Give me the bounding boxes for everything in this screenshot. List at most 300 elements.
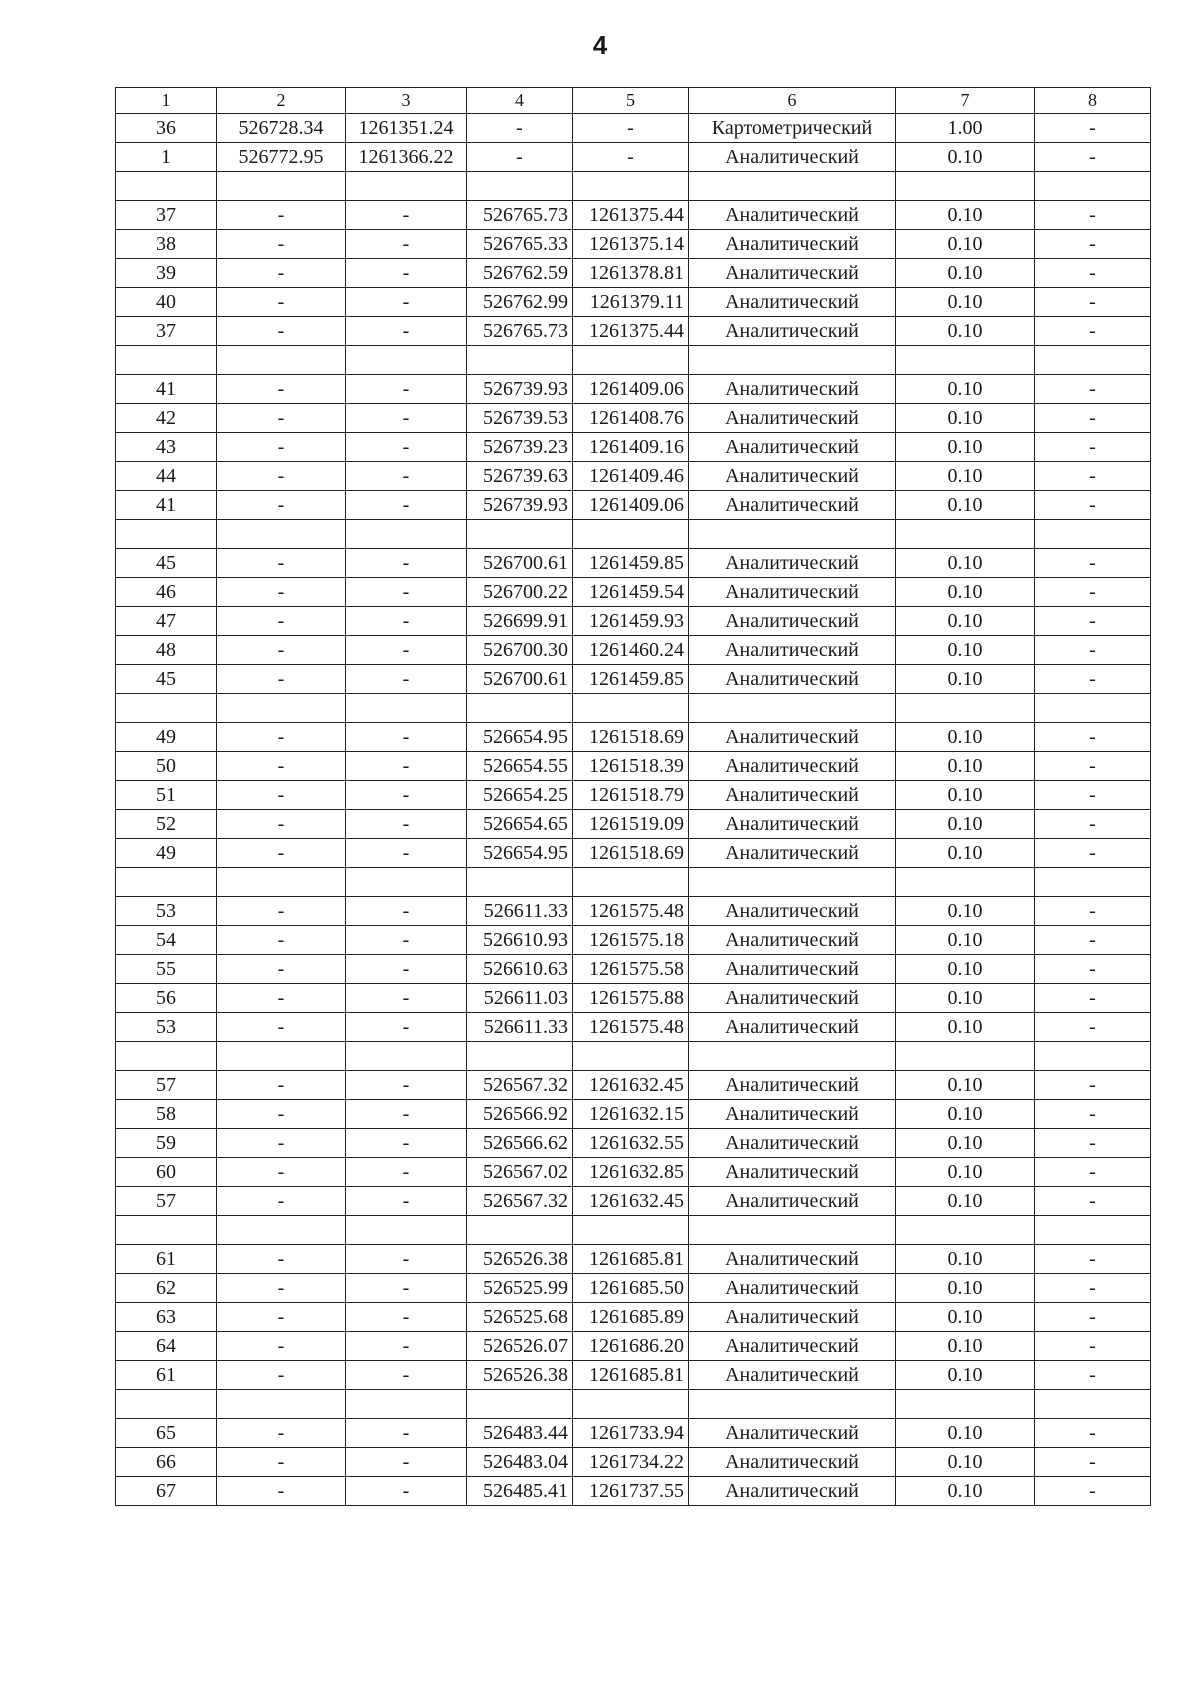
x-old-cell	[217, 1216, 346, 1245]
method-cell: Аналитический	[689, 955, 896, 984]
x-old-cell	[217, 346, 346, 375]
method-cell	[689, 520, 896, 549]
x-old-cell: -	[217, 1419, 346, 1448]
precision-cell: 0.10	[896, 317, 1035, 346]
y-new-cell: 1261459.85	[573, 665, 689, 694]
precision-cell: 0.10	[896, 1187, 1035, 1216]
description-cell: -	[1035, 433, 1151, 462]
method-cell: Аналитический	[689, 810, 896, 839]
precision-cell: 0.10	[896, 1158, 1035, 1187]
column-header: 8	[1035, 88, 1151, 114]
x-new-cell: 526566.62	[467, 1129, 573, 1158]
point-number-cell: 38	[116, 230, 217, 259]
point-number-cell: 67	[116, 1477, 217, 1506]
x-old-cell: -	[217, 1361, 346, 1390]
point-number-cell	[116, 346, 217, 375]
table-row	[116, 578, 1151, 607]
point-number-cell: 60	[116, 1158, 217, 1187]
table-row	[116, 1477, 1151, 1506]
precision-cell: 0.10	[896, 1100, 1035, 1129]
y-new-cell: 1261378.81	[573, 259, 689, 288]
point-number-cell: 45	[116, 665, 217, 694]
y-old-cell	[346, 1216, 467, 1245]
y-old-cell: -	[346, 1187, 467, 1216]
y-new-cell: 1261408.76	[573, 404, 689, 433]
table-row	[116, 404, 1151, 433]
y-old-cell	[346, 868, 467, 897]
x-new-cell: 526567.02	[467, 1158, 573, 1187]
method-cell: Аналитический	[689, 1448, 896, 1477]
table-row	[116, 839, 1151, 868]
y-new-cell: 1261632.85	[573, 1158, 689, 1187]
x-new-cell: 526654.55	[467, 752, 573, 781]
x-new-cell: 526525.68	[467, 1303, 573, 1332]
y-new-cell: 1261459.54	[573, 578, 689, 607]
y-new-cell: 1261459.85	[573, 549, 689, 578]
precision-cell: 0.10	[896, 462, 1035, 491]
method-cell: Аналитический	[689, 897, 896, 926]
table-row	[116, 288, 1151, 317]
x-new-cell	[467, 346, 573, 375]
table-row	[116, 1129, 1151, 1158]
method-cell: Аналитический	[689, 230, 896, 259]
x-old-cell: -	[217, 897, 346, 926]
point-number-cell: 39	[116, 259, 217, 288]
method-cell: Аналитический	[689, 1187, 896, 1216]
y-new-cell: 1261518.79	[573, 781, 689, 810]
table-row	[116, 462, 1151, 491]
table-row	[116, 752, 1151, 781]
x-new-cell	[467, 1216, 573, 1245]
column-header: 6	[689, 88, 896, 114]
x-old-cell: -	[217, 665, 346, 694]
x-new-cell: 526567.32	[467, 1187, 573, 1216]
description-cell: -	[1035, 462, 1151, 491]
method-cell: Аналитический	[689, 1477, 896, 1506]
x-new-cell	[467, 520, 573, 549]
description-cell: -	[1035, 665, 1151, 694]
x-new-cell: 526611.33	[467, 897, 573, 926]
method-cell: Аналитический	[689, 1361, 896, 1390]
y-old-cell	[346, 172, 467, 201]
precision-cell: 0.10	[896, 1303, 1035, 1332]
method-cell	[689, 868, 896, 897]
description-cell: -	[1035, 143, 1151, 172]
column-header: 5	[573, 88, 689, 114]
method-cell: Аналитический	[689, 839, 896, 868]
description-cell: -	[1035, 1448, 1151, 1477]
x-old-cell	[217, 868, 346, 897]
point-number-cell: 54	[116, 926, 217, 955]
y-old-cell: -	[346, 1419, 467, 1448]
description-cell: -	[1035, 491, 1151, 520]
y-old-cell: -	[346, 491, 467, 520]
precision-cell: 0.10	[896, 375, 1035, 404]
point-number-cell: 40	[116, 288, 217, 317]
precision-cell: 0.10	[896, 926, 1035, 955]
method-cell: Аналитический	[689, 375, 896, 404]
x-new-cell: 526700.61	[467, 665, 573, 694]
x-old-cell: 526772.95	[217, 143, 346, 172]
precision-cell: 0.10	[896, 491, 1035, 520]
y-old-cell: -	[346, 1245, 467, 1274]
y-old-cell: -	[346, 549, 467, 578]
table-row	[116, 433, 1151, 462]
precision-cell: 0.10	[896, 1448, 1035, 1477]
y-new-cell: 1261375.14	[573, 230, 689, 259]
point-number-cell: 1	[116, 143, 217, 172]
method-cell: Аналитический	[689, 636, 896, 665]
y-old-cell: -	[346, 259, 467, 288]
x-old-cell: -	[217, 1187, 346, 1216]
description-cell: -	[1035, 839, 1151, 868]
table-row	[116, 375, 1151, 404]
x-new-cell: 526526.38	[467, 1245, 573, 1274]
description-cell	[1035, 1216, 1151, 1245]
table-header-row	[116, 88, 1151, 114]
description-cell: -	[1035, 375, 1151, 404]
description-cell: -	[1035, 259, 1151, 288]
description-cell: -	[1035, 1332, 1151, 1361]
description-cell: -	[1035, 1361, 1151, 1390]
method-cell	[689, 694, 896, 723]
method-cell: Аналитический	[689, 1332, 896, 1361]
y-old-cell: -	[346, 781, 467, 810]
table-row	[116, 114, 1151, 143]
x-new-cell: 526765.73	[467, 317, 573, 346]
point-number-cell	[116, 694, 217, 723]
y-new-cell: 1261685.81	[573, 1245, 689, 1274]
x-new-cell: 526765.33	[467, 230, 573, 259]
y-old-cell: 1261351.24	[346, 114, 467, 143]
description-cell: -	[1035, 752, 1151, 781]
precision-cell: 0.10	[896, 1419, 1035, 1448]
x-new-cell: 526566.92	[467, 1100, 573, 1129]
y-new-cell: 1261737.55	[573, 1477, 689, 1506]
method-cell: Аналитический	[689, 1303, 896, 1332]
description-cell	[1035, 1042, 1151, 1071]
description-cell	[1035, 868, 1151, 897]
x-new-cell: 526739.93	[467, 491, 573, 520]
x-new-cell: 526654.95	[467, 839, 573, 868]
point-number-cell	[116, 520, 217, 549]
x-old-cell: -	[217, 259, 346, 288]
x-new-cell: 526610.93	[467, 926, 573, 955]
y-new-cell: 1261685.81	[573, 1361, 689, 1390]
method-cell: Аналитический	[689, 1013, 896, 1042]
page-number: 4	[592, 30, 608, 60]
method-cell: Аналитический	[689, 462, 896, 491]
point-number-cell: 42	[116, 404, 217, 433]
x-old-cell: -	[217, 1477, 346, 1506]
precision-cell	[896, 346, 1035, 375]
y-old-cell	[346, 1042, 467, 1071]
y-new-cell: 1261375.44	[573, 317, 689, 346]
x-old-cell: -	[217, 1100, 346, 1129]
point-number-cell: 46	[116, 578, 217, 607]
x-old-cell: -	[217, 1129, 346, 1158]
description-cell: -	[1035, 1419, 1151, 1448]
table-row	[116, 520, 1151, 549]
x-new-cell: -	[467, 143, 573, 172]
x-old-cell: -	[217, 1158, 346, 1187]
table-row	[116, 810, 1151, 839]
precision-cell: 0.10	[896, 288, 1035, 317]
precision-cell	[896, 1216, 1035, 1245]
table-row	[116, 1216, 1151, 1245]
precision-cell	[896, 694, 1035, 723]
description-cell	[1035, 346, 1151, 375]
method-cell: Аналитический	[689, 288, 896, 317]
point-number-cell	[116, 1390, 217, 1419]
y-old-cell	[346, 346, 467, 375]
point-number-cell	[116, 868, 217, 897]
column-header: 3	[346, 88, 467, 114]
description-cell: -	[1035, 607, 1151, 636]
x-old-cell	[217, 520, 346, 549]
y-new-cell	[573, 520, 689, 549]
method-cell: Аналитический	[689, 926, 896, 955]
column-header: 7	[896, 88, 1035, 114]
table-row	[116, 1013, 1151, 1042]
point-number-cell: 55	[116, 955, 217, 984]
y-old-cell: -	[346, 375, 467, 404]
description-cell: -	[1035, 1129, 1151, 1158]
x-old-cell: -	[217, 1245, 346, 1274]
column-header: 4	[467, 88, 573, 114]
description-cell	[1035, 1390, 1151, 1419]
point-number-cell: 45	[116, 549, 217, 578]
x-old-cell: -	[217, 955, 346, 984]
point-number-cell: 59	[116, 1129, 217, 1158]
description-cell	[1035, 694, 1151, 723]
x-new-cell: 526700.61	[467, 549, 573, 578]
table-row	[116, 1390, 1151, 1419]
x-new-cell	[467, 172, 573, 201]
point-number-cell: 48	[116, 636, 217, 665]
precision-cell: 0.10	[896, 201, 1035, 230]
x-new-cell: 526611.33	[467, 1013, 573, 1042]
precision-cell: 0.10	[896, 723, 1035, 752]
point-number-cell: 58	[116, 1100, 217, 1129]
y-new-cell: 1261575.88	[573, 984, 689, 1013]
table-row	[116, 549, 1151, 578]
x-old-cell: -	[217, 810, 346, 839]
precision-cell: 0.10	[896, 1071, 1035, 1100]
x-old-cell: -	[217, 839, 346, 868]
method-cell	[689, 1216, 896, 1245]
method-cell: Аналитический	[689, 549, 896, 578]
x-old-cell: -	[217, 1448, 346, 1477]
table-row	[116, 636, 1151, 665]
method-cell	[689, 1042, 896, 1071]
method-cell: Аналитический	[689, 1419, 896, 1448]
method-cell: Аналитический	[689, 1274, 896, 1303]
precision-cell: 0.10	[896, 1245, 1035, 1274]
method-cell: Аналитический	[689, 781, 896, 810]
precision-cell: 0.10	[896, 839, 1035, 868]
y-old-cell	[346, 1390, 467, 1419]
table-row	[116, 1303, 1151, 1332]
table-row	[116, 694, 1151, 723]
x-old-cell: -	[217, 752, 346, 781]
x-new-cell: 526699.91	[467, 607, 573, 636]
y-old-cell: -	[346, 201, 467, 230]
y-old-cell: -	[346, 839, 467, 868]
table-row	[116, 781, 1151, 810]
x-new-cell: 526765.73	[467, 201, 573, 230]
column-header: 2	[217, 88, 346, 114]
point-number-cell: 64	[116, 1332, 217, 1361]
point-number-cell: 41	[116, 375, 217, 404]
description-cell: -	[1035, 1477, 1151, 1506]
y-old-cell: -	[346, 752, 467, 781]
y-old-cell: -	[346, 665, 467, 694]
x-new-cell: -	[467, 114, 573, 143]
x-new-cell	[467, 694, 573, 723]
description-cell: -	[1035, 317, 1151, 346]
point-number-cell: 53	[116, 897, 217, 926]
table-row	[116, 1245, 1151, 1274]
x-old-cell: -	[217, 201, 346, 230]
description-cell: -	[1035, 549, 1151, 578]
method-cell: Аналитический	[689, 665, 896, 694]
point-number-cell: 43	[116, 433, 217, 462]
description-cell: -	[1035, 984, 1151, 1013]
description-cell: -	[1035, 1245, 1151, 1274]
y-old-cell: -	[346, 433, 467, 462]
y-old-cell: -	[346, 578, 467, 607]
y-new-cell: 1261459.93	[573, 607, 689, 636]
y-new-cell: 1261686.20	[573, 1332, 689, 1361]
y-new-cell: -	[573, 114, 689, 143]
y-old-cell: -	[346, 926, 467, 955]
table-row	[116, 1448, 1151, 1477]
y-new-cell: 1261632.15	[573, 1100, 689, 1129]
x-old-cell: -	[217, 462, 346, 491]
method-cell: Аналитический	[689, 1071, 896, 1100]
table-row	[116, 1274, 1151, 1303]
y-new-cell: 1261733.94	[573, 1419, 689, 1448]
y-new-cell	[573, 694, 689, 723]
y-new-cell: 1261685.50	[573, 1274, 689, 1303]
point-number-cell: 66	[116, 1448, 217, 1477]
x-new-cell: 526654.95	[467, 723, 573, 752]
x-new-cell: 526526.07	[467, 1332, 573, 1361]
point-number-cell: 37	[116, 201, 217, 230]
point-number-cell: 36	[116, 114, 217, 143]
method-cell: Аналитический	[689, 404, 896, 433]
y-new-cell	[573, 1216, 689, 1245]
x-new-cell: 526525.99	[467, 1274, 573, 1303]
x-old-cell: 526728.34	[217, 114, 346, 143]
description-cell: -	[1035, 1274, 1151, 1303]
precision-cell: 1.00	[896, 114, 1035, 143]
y-new-cell: 1261575.18	[573, 926, 689, 955]
point-number-cell: 49	[116, 839, 217, 868]
x-new-cell: 526567.32	[467, 1071, 573, 1100]
point-number-cell	[116, 1216, 217, 1245]
method-cell: Аналитический	[689, 1129, 896, 1158]
precision-cell: 0.10	[896, 781, 1035, 810]
x-old-cell: -	[217, 491, 346, 520]
table-row	[116, 723, 1151, 752]
description-cell: -	[1035, 723, 1151, 752]
table-row	[116, 201, 1151, 230]
method-cell: Картометрический	[689, 114, 896, 143]
table-row	[116, 1361, 1151, 1390]
point-number-cell: 65	[116, 1419, 217, 1448]
y-old-cell: -	[346, 636, 467, 665]
y-new-cell: 1261518.39	[573, 752, 689, 781]
table-row	[116, 665, 1151, 694]
description-cell: -	[1035, 201, 1151, 230]
point-number-cell: 63	[116, 1303, 217, 1332]
y-old-cell: -	[346, 288, 467, 317]
y-old-cell: -	[346, 1100, 467, 1129]
table-row	[116, 1158, 1151, 1187]
precision-cell: 0.10	[896, 665, 1035, 694]
description-cell: -	[1035, 810, 1151, 839]
description-cell: -	[1035, 955, 1151, 984]
y-old-cell	[346, 694, 467, 723]
description-cell: -	[1035, 1013, 1151, 1042]
table-row	[116, 1419, 1151, 1448]
table-row	[116, 317, 1151, 346]
table-row	[116, 346, 1151, 375]
y-old-cell: -	[346, 810, 467, 839]
description-cell: -	[1035, 926, 1151, 955]
table-row	[116, 897, 1151, 926]
precision-cell: 0.10	[896, 607, 1035, 636]
description-cell: -	[1035, 636, 1151, 665]
table-row	[116, 259, 1151, 288]
x-old-cell: -	[217, 1274, 346, 1303]
x-old-cell: -	[217, 433, 346, 462]
y-new-cell: 1261409.06	[573, 491, 689, 520]
description-cell: -	[1035, 578, 1151, 607]
y-old-cell: -	[346, 1013, 467, 1042]
description-cell: -	[1035, 1158, 1151, 1187]
x-old-cell: -	[217, 1332, 346, 1361]
y-new-cell: 1261409.16	[573, 433, 689, 462]
y-old-cell: -	[346, 897, 467, 926]
point-number-cell: 56	[116, 984, 217, 1013]
precision-cell: 0.10	[896, 810, 1035, 839]
x-old-cell: -	[217, 926, 346, 955]
y-old-cell: -	[346, 984, 467, 1013]
x-old-cell: -	[217, 230, 346, 259]
y-new-cell	[573, 346, 689, 375]
y-old-cell: -	[346, 1332, 467, 1361]
description-cell: -	[1035, 1100, 1151, 1129]
method-cell: Аналитический	[689, 578, 896, 607]
method-cell: Аналитический	[689, 143, 896, 172]
y-new-cell: 1261632.45	[573, 1071, 689, 1100]
x-old-cell: -	[217, 317, 346, 346]
x-new-cell: 526739.53	[467, 404, 573, 433]
precision-cell: 0.10	[896, 259, 1035, 288]
table-row	[116, 1100, 1151, 1129]
x-new-cell: 526483.44	[467, 1419, 573, 1448]
point-number-cell: 61	[116, 1245, 217, 1274]
y-new-cell: -	[573, 143, 689, 172]
precision-cell: 0.10	[896, 984, 1035, 1013]
description-cell: -	[1035, 288, 1151, 317]
point-number-cell: 37	[116, 317, 217, 346]
y-old-cell: -	[346, 1071, 467, 1100]
x-new-cell	[467, 1390, 573, 1419]
